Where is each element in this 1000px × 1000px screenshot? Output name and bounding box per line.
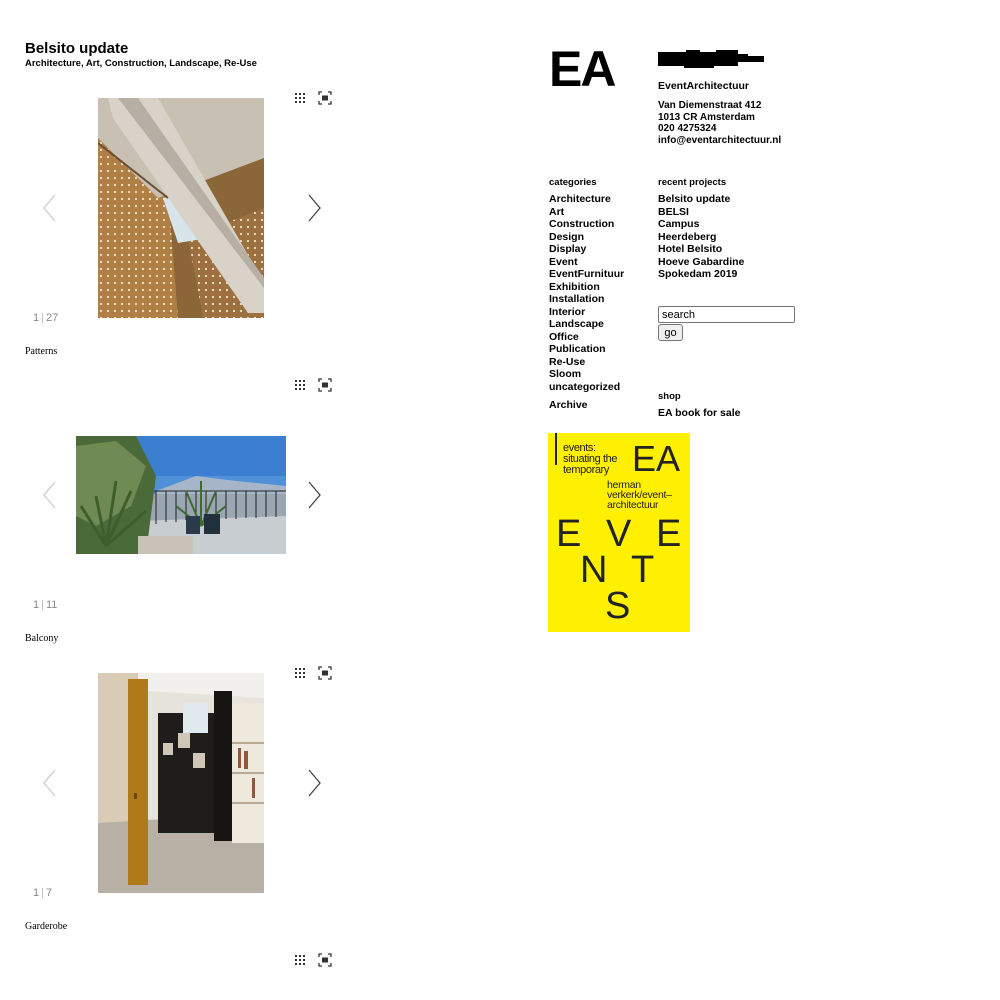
category-link[interactable]: EventFurnituur xyxy=(549,268,625,280)
gallery-image[interactable] xyxy=(76,436,286,554)
project-link[interactable]: Heerdeberg xyxy=(658,230,717,243)
category-link[interactable]: Architecture xyxy=(549,193,611,205)
contact-email[interactable]: info@eventarchitectuur.nl xyxy=(658,134,782,146)
prev-arrow-icon[interactable] xyxy=(40,193,60,223)
shop-title: shop xyxy=(658,391,681,402)
gallery-balcony xyxy=(25,377,345,647)
book-letter: S xyxy=(605,585,631,627)
category-link[interactable]: Event xyxy=(549,255,578,268)
logo-mark-icon xyxy=(658,50,764,75)
image-caption: Garderobe xyxy=(25,921,68,932)
book-spine xyxy=(555,433,557,465)
category-link[interactable]: uncategorized xyxy=(549,380,621,393)
project-link[interactable]: Belsito update xyxy=(658,193,731,205)
contact-phone: 020 4275324 xyxy=(658,123,717,134)
category-link[interactable]: Installation xyxy=(549,293,605,305)
contact-block xyxy=(658,100,781,146)
post-categories[interactable]: Architecture, Art, Construction, Landscape, Re-Use xyxy=(25,58,257,69)
book-cover-image[interactable] xyxy=(548,433,690,632)
category-link[interactable]: Sloom xyxy=(549,368,582,380)
recent-projects-list xyxy=(658,193,744,281)
category-link[interactable]: Interior xyxy=(549,305,586,318)
image-caption: Patterns xyxy=(25,346,58,357)
categories-title: categories xyxy=(549,177,597,188)
book-letter: T xyxy=(631,549,655,591)
project-link[interactable]: BELSI xyxy=(658,205,689,218)
category-list xyxy=(549,193,624,393)
prev-arrow-icon[interactable] xyxy=(40,768,60,798)
category-link[interactable]: Design xyxy=(549,230,585,243)
post-title[interactable]: Belsito update xyxy=(25,40,129,57)
category-link[interactable]: Landscape xyxy=(549,318,604,330)
gallery-garderobe xyxy=(25,665,345,935)
fullscreen-icon[interactable] xyxy=(318,378,332,392)
search-go-button[interactable]: go xyxy=(658,324,683,341)
book-letter: E xyxy=(556,513,582,555)
category-link[interactable]: Art xyxy=(549,205,565,218)
book-author: herman verkerk/event– architectuur xyxy=(607,479,672,511)
book-ea-mark: EA xyxy=(632,438,681,479)
gallery-next xyxy=(25,952,345,972)
recent-projects-title: recent projects xyxy=(658,177,727,188)
fullscreen-icon[interactable] xyxy=(318,666,332,680)
image-caption: Balcony xyxy=(25,633,59,644)
book-letter: V xyxy=(606,513,632,555)
category-link[interactable]: Exhibition xyxy=(549,280,600,293)
image-counter: 1 | 11 xyxy=(33,599,58,611)
category-link[interactable]: Office xyxy=(549,330,579,343)
prev-arrow-icon[interactable] xyxy=(40,480,60,510)
fullscreen-icon[interactable] xyxy=(318,91,332,105)
gallery-patterns xyxy=(25,90,345,360)
image-counter: 1 | 7 xyxy=(33,887,53,899)
book-letter: E xyxy=(656,513,682,555)
thumbnail-grid-icon[interactable] xyxy=(293,91,307,105)
thumbnail-grid-icon[interactable] xyxy=(293,666,307,680)
thumbnail-grid-icon[interactable] xyxy=(293,378,307,392)
image-counter: 1 | 27 xyxy=(33,312,59,324)
gallery-image[interactable] xyxy=(98,98,264,318)
site-logo[interactable]: EA xyxy=(549,41,615,97)
category-link[interactable]: Re-Use xyxy=(549,355,586,368)
search-input[interactable] xyxy=(658,306,795,323)
category-link[interactable]: Publication xyxy=(549,343,606,355)
next-arrow-icon[interactable] xyxy=(304,480,324,510)
next-arrow-icon[interactable] xyxy=(304,193,324,223)
next-arrow-icon[interactable] xyxy=(304,768,324,798)
project-link[interactable]: Spokedam 2019 xyxy=(658,268,738,280)
fullscreen-icon[interactable] xyxy=(318,953,332,967)
shop-book-link[interactable]: EA book for sale xyxy=(658,407,741,419)
brand-name: EventArchitectuur xyxy=(658,80,750,92)
contact-street: Van Diemenstraat 412 xyxy=(658,100,762,111)
book-letter: N xyxy=(580,549,608,591)
book-subtitle: events: situating the temporary xyxy=(563,442,618,476)
project-link[interactable]: Hoeve Gabardine xyxy=(658,255,745,268)
category-link[interactable]: Construction xyxy=(549,218,615,230)
project-link[interactable]: Campus xyxy=(658,218,700,230)
gallery-image[interactable] xyxy=(98,673,264,893)
archive-link[interactable]: Archive xyxy=(549,399,588,411)
project-link[interactable]: Hotel Belsito xyxy=(658,243,723,255)
contact-city: 1013 CR Amsterdam xyxy=(658,111,755,123)
thumbnail-grid-icon[interactable] xyxy=(293,953,307,967)
category-link[interactable]: Display xyxy=(549,243,587,255)
